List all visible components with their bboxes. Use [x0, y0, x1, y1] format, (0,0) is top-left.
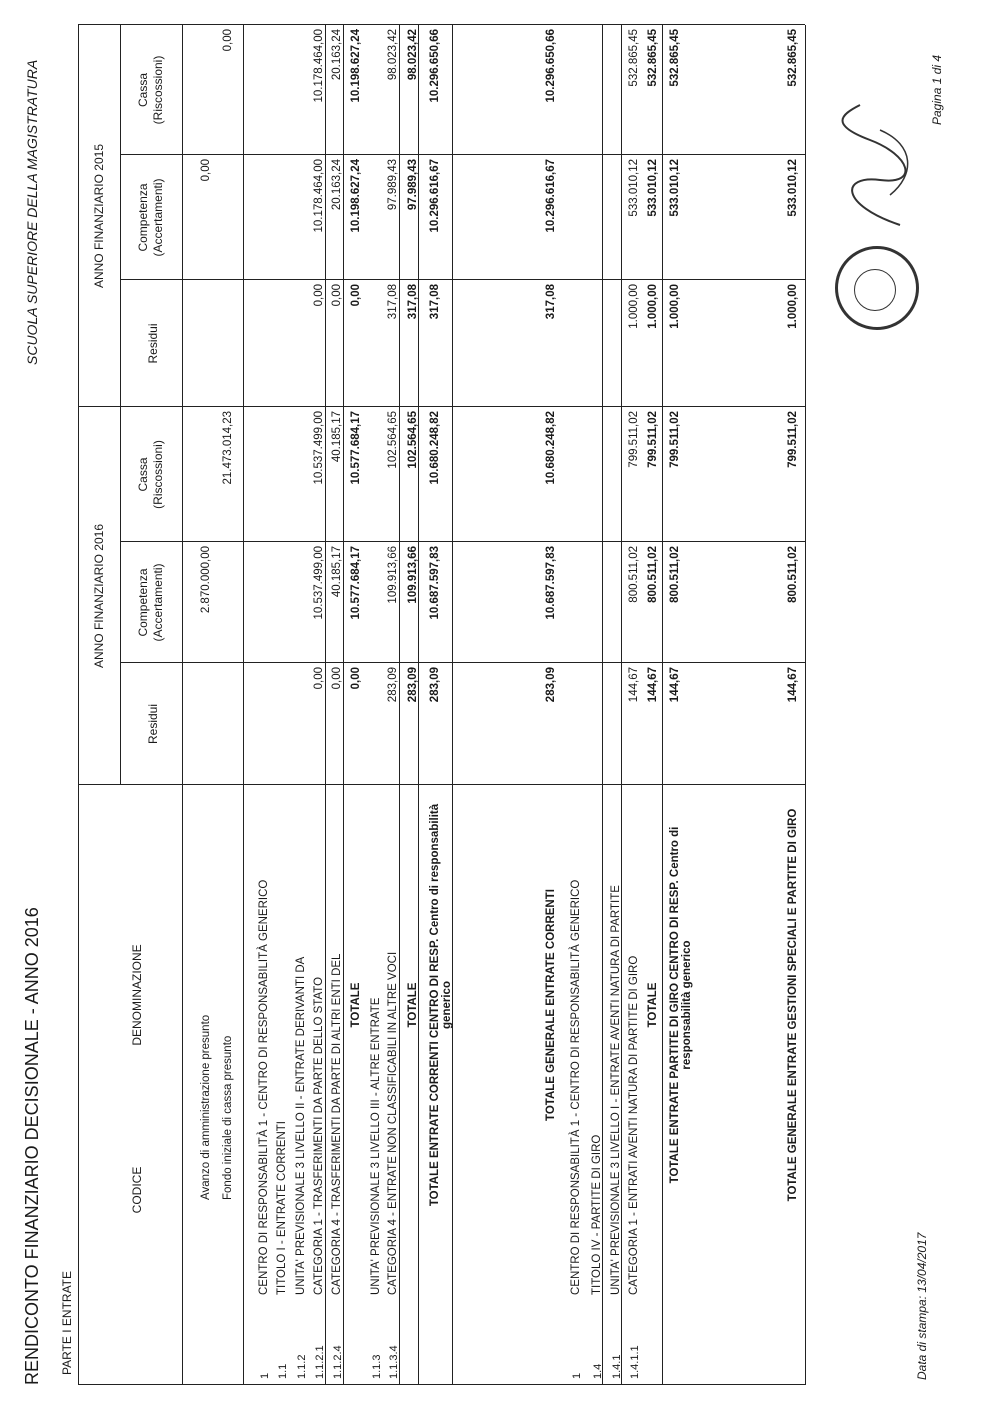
row-description [222, 1036, 234, 1200]
row-value-c16: 2.870.000,00 [200, 546, 212, 614]
row-description [313, 977, 325, 1295]
row-code: 1.4.1 [611, 1354, 623, 1379]
col-divider [120, 662, 805, 663]
row-value-r16: 144,67 [669, 667, 681, 703]
row-code: 1.4 [592, 1363, 604, 1379]
row-value-r16: 283,09 [387, 667, 399, 703]
row-value-r16: 144,67 [787, 667, 799, 703]
row-value-c16: 109.913,66 [407, 546, 419, 604]
row-value-c16: 10.537.499,00 [313, 546, 325, 620]
row-value-k16: 10.537.499,00 [313, 411, 325, 485]
row-code: 1.1.2.4 [332, 1345, 344, 1379]
row-value-k15: 532.865,45 [669, 29, 681, 87]
header-bottom-border [182, 25, 183, 1385]
row-value-r15: 0,00 [331, 284, 343, 307]
row-value-k15: 0,00 [222, 29, 234, 52]
col-divider [78, 406, 805, 407]
row-value-r16: 283,09 [429, 667, 441, 703]
header-competenza-2016 [136, 542, 166, 663]
row-description-line: TITOLO I - ENTRATE CORRENTI [276, 1121, 288, 1295]
row-value-k16: 102.564,65 [387, 411, 399, 469]
row-value-c15: 10.296.616,67 [545, 159, 557, 233]
row-value-c16: 109.913,66 [387, 546, 399, 604]
row-value-c16: 40.185,17 [331, 546, 343, 598]
row-value-c15: 10.198.627,24 [350, 159, 362, 233]
row-value-c15: 97.989,43 [387, 159, 399, 211]
row-description [610, 885, 622, 1295]
row-code: 1 [571, 1372, 583, 1379]
row-description-line: CATEGORIA 1 - TRASFERIMENTI DA PARTE DELLO STATO [313, 976, 325, 1295]
header-residui-2015: Residui [146, 323, 160, 364]
row-value-k15: 10.178.464,00 [313, 29, 325, 103]
row-value-k15: 98.023,42 [387, 29, 399, 81]
row-value-k15: 532.865,45 [647, 29, 659, 87]
row-description [787, 795, 799, 1215]
row-description [387, 952, 399, 1295]
row-description-line2: generico [441, 981, 453, 1029]
row-value-c16: 800.511,02 [647, 546, 659, 603]
row-value-k16: 40.185,17 [331, 411, 343, 463]
table-bottom-border [805, 25, 806, 1385]
row-value-c16: 10.687.597,83 [429, 546, 441, 620]
row-value-c16: 10.577.684,17 [350, 546, 362, 620]
row-value-r15: 1.000,00 [669, 284, 681, 329]
official-seal [835, 246, 919, 330]
year-header-divider [120, 25, 121, 785]
row-description-line: Avanzo di amministrazione presunto [200, 1014, 212, 1200]
header-competenza-2016-line2: (Accertamenti) [151, 563, 165, 642]
row-value-r16: 283,09 [545, 667, 557, 703]
row-description-line: CATEGORIA 1 - ENTRATI AVENTI NATURA DI PARTITE DI GIRO [628, 955, 640, 1295]
col-divider [120, 279, 805, 280]
row-value-c16: 800.511,02 [669, 546, 681, 603]
row-value-k15: 10.198.627,24 [350, 29, 362, 103]
row-description [200, 1015, 212, 1200]
row-value-c15: 10.178.464,00 [313, 159, 325, 233]
header-competenza-2015 [136, 155, 166, 280]
row-description-line: CENTRO DI RESPONSABILITÀ 1 - CENTRO DI RESPONSABILITÀ GENERICO [258, 879, 270, 1295]
row-description-line: Fondo iniziale di cassa presunto [222, 1035, 234, 1200]
row-value-k16: 102.564,65 [407, 411, 419, 469]
row-value-c16: 800.511,02 [787, 546, 799, 603]
row-value-r15: 0,00 [350, 284, 362, 307]
row-code: 1.1.3 [371, 1354, 383, 1379]
header-anno-2016: ANNO FINANZIARIO 2016 [92, 523, 106, 669]
row-separator [343, 25, 344, 1385]
row-value-r15: 317,08 [545, 284, 557, 320]
header-competenza-2015-line1: Competenza [136, 183, 150, 252]
row-description [570, 880, 582, 1295]
row-description-line: TOTALE GENERALE ENTRATE CORRENTI [545, 889, 557, 1121]
row-value-r16: 0,00 [313, 667, 325, 690]
row-value-c16: 800.511,02 [628, 546, 640, 603]
row-code: 1.1.3.4 [388, 1345, 400, 1379]
row-value-r15: 1.000,00 [647, 284, 659, 329]
row-description-line: UNITA' PREVISIONALE 3 LIVELLO II - ENTRATE DERIVANTI DA [295, 956, 307, 1295]
row-value-c15: 533.010,12 [647, 159, 659, 217]
col-divider [120, 154, 805, 155]
row-value-r16: 283,09 [407, 667, 419, 703]
header-competenza-2016-line1: Competenza [136, 568, 150, 637]
header-competenza-2015-line2: (Accertamenti) [151, 178, 165, 257]
row-value-c15: 20.163,24 [331, 159, 343, 211]
row-value-r15: 317,08 [387, 284, 399, 320]
row-separator [243, 25, 244, 1385]
table-top-border [78, 25, 79, 1385]
row-description-line: TOTALE ENTRATE CORRENTI CENTRO DI RESP. Centro di responsabilità [429, 803, 441, 1207]
print-date: Data di stampa: 13/04/2017 [915, 1232, 929, 1380]
row-description [545, 795, 557, 1215]
row-description [429, 795, 453, 1215]
row-description [647, 795, 659, 1215]
row-value-c15: 533.010,12 [787, 159, 799, 217]
row-value-k16: 799.511,02 [647, 411, 659, 468]
row-description [628, 956, 640, 1295]
table-left-border [78, 1384, 805, 1385]
row-value-c15: 533.010,12 [669, 159, 681, 217]
row-description [331, 954, 343, 1295]
row-description [276, 1121, 288, 1295]
school-name: SCUOLA SUPERIORE DELLA MAGISTRATURA [24, 59, 40, 365]
header-residui-2016: Residui [146, 703, 160, 745]
signature [820, 95, 930, 235]
row-value-k16: 10.680.248,82 [545, 411, 557, 485]
row-value-r16: 0,00 [350, 667, 362, 690]
report-title: RENDICONTO FINANZIARIO DECISIONALE - ANNO 2016 [22, 907, 42, 1385]
row-separator [399, 25, 400, 1385]
row-value-k16: 21.473.014,23 [222, 411, 234, 485]
row-description-line: UNITA' PREVISIONALE 3 LIVELLO III - ALTRE ENTRATE [370, 997, 382, 1295]
row-value-c15: 533.010,12 [628, 159, 640, 217]
row-description-line: CATEGORIA 4 - ENTRATE NON CLASSIFICABILI IN ALTRE VOCI [387, 951, 399, 1295]
header-cassa-2016 [136, 407, 166, 542]
row-value-k15: 20.163,24 [331, 29, 343, 81]
row-value-k15: 532.865,45 [628, 29, 640, 87]
row-value-c15: 97.989,43 [407, 159, 419, 211]
row-description-line2: responsabilità generico [681, 940, 693, 1070]
signature-stroke [843, 105, 906, 225]
row-description [350, 795, 362, 1215]
row-description [258, 880, 270, 1295]
row-value-c15: 0,00 [200, 159, 212, 182]
row-description [591, 1135, 603, 1295]
seal-emblem [854, 269, 896, 311]
header-anno-2015: ANNO FINANZIARIO 2015 [92, 143, 106, 289]
header-codice: CODICE [130, 1166, 144, 1214]
row-description-line: TOTALE [647, 982, 659, 1028]
row-description-line: TOTALE ENTRATE PARTITE DI GIRO CENTRO DI RESP. Centro di [669, 826, 681, 1184]
row-value-k15: 10.296.650,66 [545, 29, 557, 103]
row-code: 1.1.2.1 [314, 1345, 326, 1379]
header-cassa-2016-line1: Cassa [136, 457, 150, 492]
row-code: 1.1 [277, 1363, 289, 1379]
header-denominazione: DENOMINAZIONE [130, 944, 144, 1046]
row-separator [325, 25, 326, 1385]
row-description-line: TOTALE [407, 982, 419, 1028]
table-right-border [78, 24, 805, 25]
row-value-r15: 317,08 [407, 284, 419, 320]
row-value-c15: 10.296.616,67 [429, 159, 441, 233]
header-cassa-2015 [136, 25, 166, 155]
row-value-k15: 532.865,45 [787, 29, 799, 87]
header-cassa-2016-line2: (Riscossioni) [151, 440, 165, 509]
row-value-k15: 10.296.650,66 [429, 29, 441, 103]
row-description-line: CATEGORIA 4 - TRASFERIMENTI DA PARTE DI ALTRI ENTI DEL [331, 953, 343, 1295]
row-value-r16: 144,67 [628, 667, 640, 703]
row-description [407, 795, 419, 1215]
parte-label: PARTE I ENTRATE [60, 1270, 74, 1375]
row-description-line: TOTALE GENERALE ENTRATE GESTIONI SPECIALI E PARTITE DI GIRO [787, 808, 799, 1202]
row-value-r15: 1.000,00 [787, 284, 799, 329]
row-value-r15: 317,08 [429, 284, 441, 320]
row-value-k16: 799.511,02 [628, 411, 640, 468]
row-description-line: TITOLO IV - PARTITE DI GIRO [591, 1134, 603, 1295]
row-description-line: CENTRO DI RESPONSABILITÀ 1 - CENTRO DI RESPONSABILITÀ GENERICO [570, 879, 582, 1295]
row-value-r15: 1.000,00 [628, 284, 640, 329]
header-cassa-2015-line2: (Riscossioni) [151, 55, 165, 125]
col-divider [78, 784, 805, 785]
row-description [669, 795, 693, 1215]
row-value-r15: 0,00 [313, 284, 325, 307]
row-code: 1.1.2 [296, 1354, 308, 1379]
row-description [295, 957, 307, 1295]
row-description-line: UNITA' PREVISIONALE 3 LIVELLO I - ENTRATE AVENTI NATURA DI PARTITE [610, 885, 622, 1295]
row-value-k16: 799.511,02 [669, 411, 681, 468]
row-value-r16: 144,67 [647, 667, 659, 703]
row-code: 1 [259, 1372, 271, 1379]
row-value-r16: 0,00 [331, 667, 343, 690]
row-value-c16: 10.687.597,83 [545, 546, 557, 620]
row-value-k15: 98.023,42 [407, 29, 419, 81]
page-number: Pagina 1 di 4 [930, 54, 944, 125]
row-description [370, 998, 382, 1295]
row-value-k16: 10.680.248,82 [429, 411, 441, 485]
row-separator [662, 25, 663, 1385]
header-cassa-2015-line1: Cassa [136, 73, 150, 108]
row-description-line: TOTALE [350, 982, 362, 1028]
row-value-k16: 799.511,02 [787, 411, 799, 468]
col-divider [120, 541, 805, 542]
row-value-k16: 10.577.684,17 [350, 411, 362, 485]
row-code: 1.4.1.1 [629, 1345, 641, 1379]
